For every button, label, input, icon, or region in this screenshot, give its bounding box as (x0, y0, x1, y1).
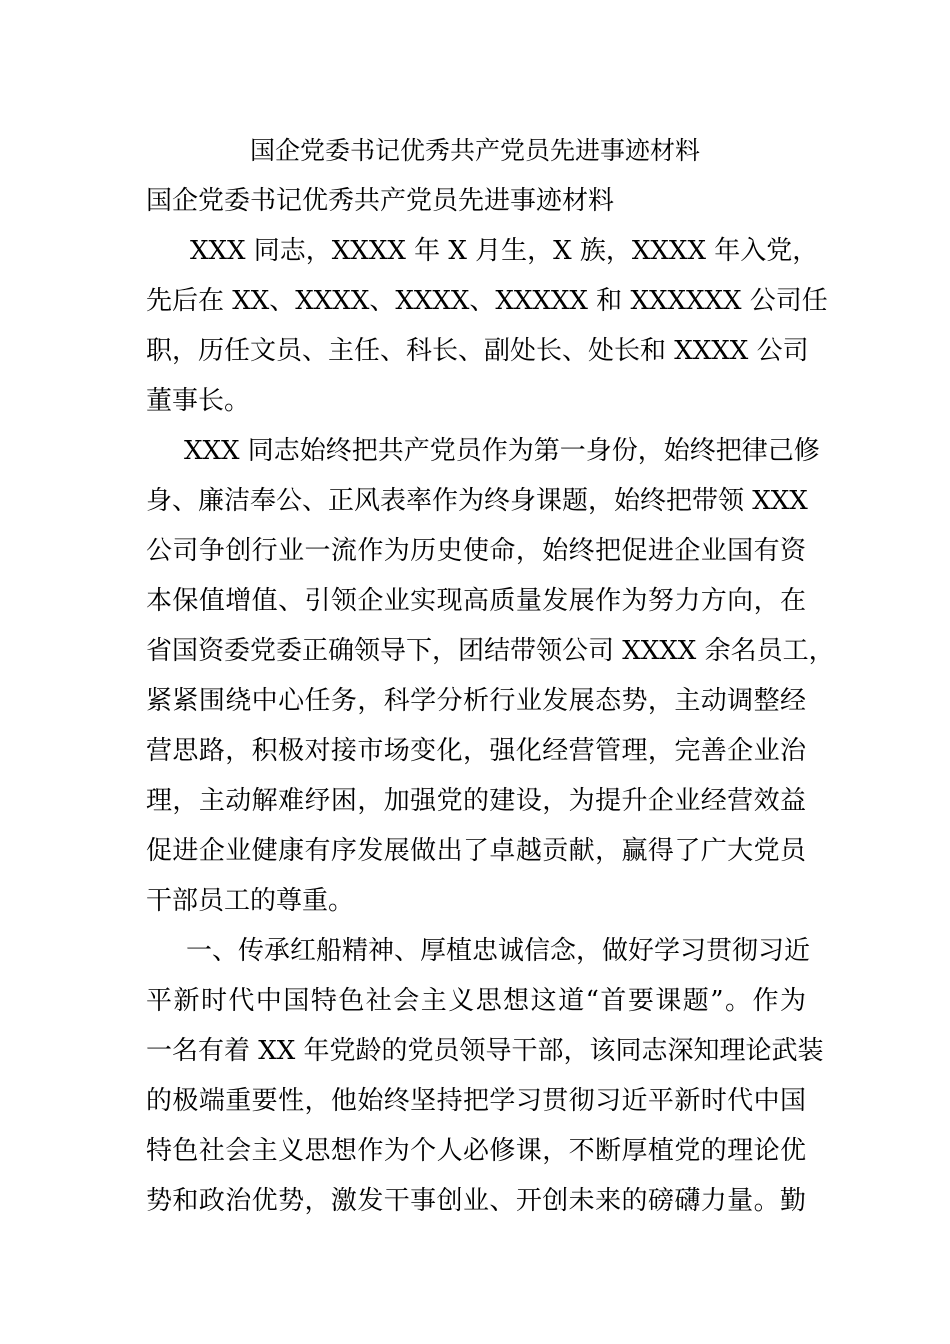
paragraph-line: 董事长。 (146, 386, 251, 416)
paragraph-line: 职，历任文员、主任、科长、副处长、处长和 XXXX 公司 (146, 336, 809, 366)
document-title: 国企党委书记优秀共产党员先进事迹材料 (249, 136, 700, 165)
paragraph-line: 紧紧围绕中心任务，科学分析行业发展态势，主动调整经 (146, 686, 806, 716)
paragraph-line: 理，主动解难纾困，加强党的建设，为提升企业经营效益 (146, 786, 806, 816)
paragraph-line: 省国资委党委正确领导下，团结带领公司 XXXX 余名员工， (146, 636, 835, 666)
document-subtitle: 国企党委书记优秀共产党员先进事迹材料 (146, 186, 615, 216)
section-heading-line: 一、传承红船精神、厚植忠诚信念，做好学习贯彻习近 (186, 936, 811, 966)
paragraph-line: 的极端重要性，他始终坚持把学习贯彻习近平新时代中国 (146, 1086, 806, 1116)
paragraph-line: XXX 同志，XXXX 年 X 月生，X 族，XXXX 年入党， (190, 236, 819, 266)
paragraph-line: 促进企业健康有序发展做出了卓越贡献，赢得了广大党员 (146, 836, 806, 866)
paragraph-line: 身、廉洁奉公、正风表率作为终身课题，始终把带领 XXX (146, 486, 808, 516)
paragraph-line: 本保值增值、引领企业实现高质量发展作为努力方向，在 (146, 586, 806, 616)
paragraph-line: 势和政治优势，激发干事创业、开创未来的磅礴力量。勤 (146, 1186, 806, 1216)
paragraph-line: 平新时代中国特色社会主义思想这道“首要课题”。作为 (146, 986, 806, 1016)
paragraph-line: 营思路，积极对接市场变化，强化经营管理，完善企业治 (146, 736, 806, 766)
paragraph-line: 公司争创行业一流作为历史使命，始终把促进企业国有资 (146, 536, 806, 566)
paragraph-line: 先后在 XX、XXXX、XXXX、XXXXX 和 XXXXXX 公司任 (146, 286, 828, 316)
paragraph-line: 特色社会主义思想作为个人必修课，不断厚植党的理论优 (146, 1136, 806, 1166)
paragraph-line: 干部员工的尊重。 (146, 886, 355, 916)
paragraph-line: XXX 同志始终把共产党员作为第一身份，始终把律己修 (184, 436, 820, 466)
paragraph-line: 一名有着 XX 年党龄的党员领导干部，该同志深知理论武装 (146, 1036, 824, 1066)
